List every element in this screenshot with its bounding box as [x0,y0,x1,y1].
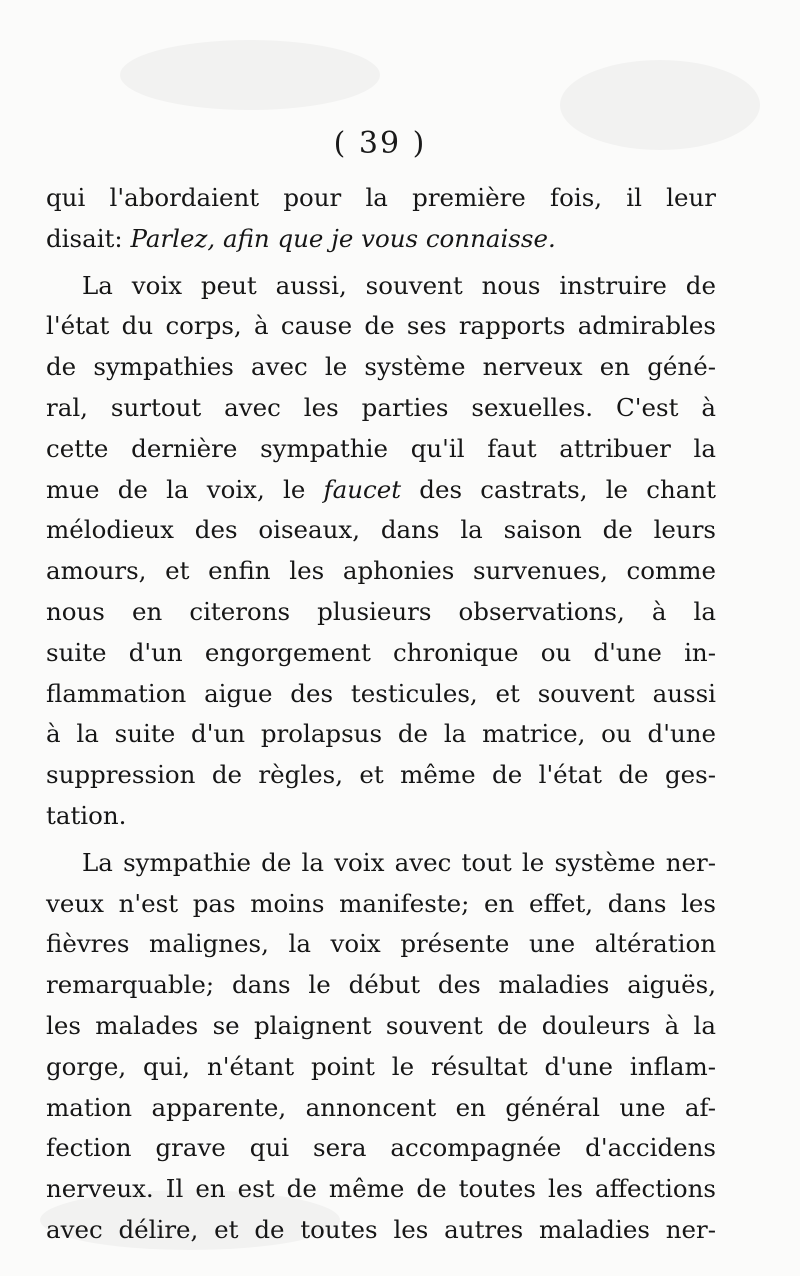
text-line: remarquable; dans le début des maladies aiguës, [46,970,716,1000]
page-number: ( 39 ) [333,126,427,161]
text-line: tation. [46,800,127,830]
text-line: avec délire, et de toutes les autres maladies ner- [46,1214,716,1244]
italic-term: faucet [323,474,402,504]
text-line: ral, surtout avec les parties sexuelles. C'est à [46,392,716,422]
paragraph-first-line: La sympathie de la voix avec tout le système ner- [82,847,716,877]
text-line: flammation aigue des testicules, et souvent aussi [46,678,716,708]
text-line: fection grave qui sera accompagnée d'accidens [46,1133,716,1163]
text-line: fièvres malignes, la voix présente une altération [46,929,716,959]
text-line: gorge, qui, n'étant point le résultat d'une inflam- [46,1051,716,1081]
body-text [46,178,716,1251]
paper-stain [120,40,380,110]
text-line: nerveux. Il en est de même de toutes les affections [46,1174,716,1204]
text-line: veux n'est pas moins manifeste; en effet, dans les [46,888,716,918]
text-line: qui l'abordaient pour la première fois, il leur [46,183,716,212]
text-line: mélodieux des oiseaux, dans la saison de leurs [46,515,716,545]
text-line: suppression de règles, et même de l'état de ges- [46,760,716,790]
text-line: de sympathies avec le système nerveux en géné- [46,352,716,382]
text-line: mation apparente, annoncent en général une af- [46,1092,716,1122]
text-line: à la suite d'un prolapsus de la matrice, ou d'une [46,719,716,749]
text-line: les malades se plaignent souvent de douleurs à la [46,1010,716,1040]
text-line: suite d'un engorgement chronique ou d'une in- [46,637,716,667]
text-line: disait: Parlez, afin que je vous connaisse. [46,223,556,253]
text-line: mue de la voix, le faucet des castrats, le chant [46,474,716,504]
text-line: cette dernière sympathie qu'il faut attribuer la [46,433,716,463]
text-line: amours, et enfin les aphonies survenues, comme [46,556,716,586]
text-line: nous en citerons plusieurs observations, à la [46,596,716,626]
paragraph-first-line: La voix peut aussi, souvent nous instruire de [82,270,716,300]
italic-quote: Parlez, afin que je vous connaisse. [130,223,556,253]
text-line: l'état du corps, à cause de ses rapports admirables [46,311,716,341]
